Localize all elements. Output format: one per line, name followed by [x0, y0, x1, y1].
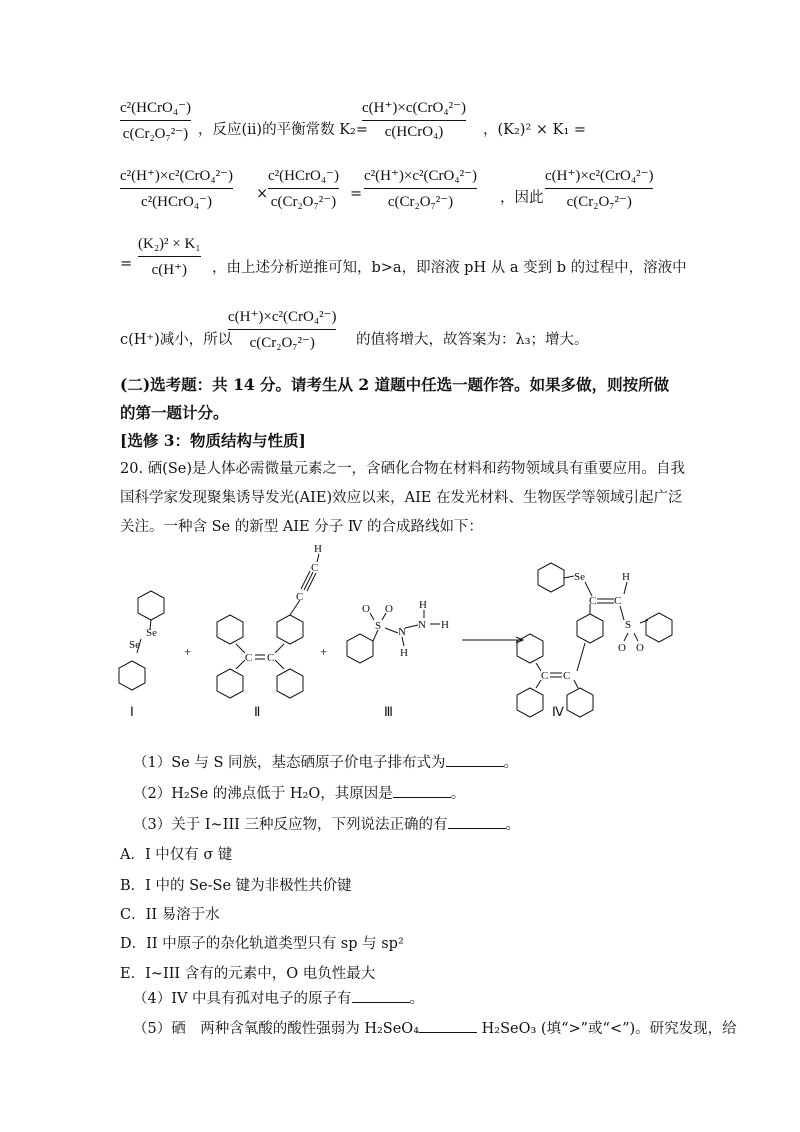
atom-o: O [362, 603, 370, 615]
fraction-1 [120, 98, 191, 143]
compound-label-2: Ⅱ [254, 704, 261, 719]
question-text: （1）Se 与 S 同族，基态硒原子价电子排布式为 [133, 755, 446, 771]
option-b: B．I 中的 Se-Se 键为非极性共价键 [120, 878, 352, 894]
atom-c: C [311, 562, 319, 574]
atom-c: C [563, 670, 571, 682]
problem-text: 关注。一种含 Se 的新型 AIE 分子 Ⅳ 的合成路线如下： [120, 519, 483, 535]
fraction-8 [228, 307, 336, 352]
numerator: (K₂)² × K₁ [138, 236, 201, 252]
numerator: c²(HCrO₄⁻) [120, 100, 191, 116]
atom-se: Se [146, 627, 157, 639]
atom-n: N [418, 619, 426, 631]
denominator: c(Cr₂O₇²⁻) [122, 126, 189, 142]
atom-h: H [419, 599, 427, 611]
atom-s: S [625, 619, 632, 631]
question-end: 。 [409, 991, 425, 1007]
atom-s: S [375, 620, 382, 632]
section-heading: 的第一题计分。 [120, 403, 229, 422]
fraction-4 [268, 166, 339, 211]
equation-text: ，由上述分析逆推可知，b>a，即溶液 pH 从 a 变到 b 的过程中，溶液中 [212, 260, 687, 276]
atom-o: O [618, 642, 626, 654]
atom-c: C [614, 595, 622, 607]
option-d: D．II 中原子的杂化轨道类型只有 sp 与 sp² [120, 936, 404, 952]
atom-c: C [296, 591, 304, 603]
equals-sign: = [120, 256, 133, 272]
question-text: （2）H₂Se 的沸点低于 H₂O，其原因是 [133, 786, 393, 802]
atom-n: N [398, 626, 406, 638]
denominator: c(Cr₂O₇²⁻) [566, 194, 632, 210]
atom-c: C [589, 595, 597, 607]
denominator: c(H⁺) [151, 262, 187, 278]
fraction-5 [364, 166, 477, 211]
denominator: c(Cr₂O₇²⁻) [270, 194, 337, 210]
option-a: A．I 中仅有 σ 键 [120, 847, 233, 863]
question-5 [133, 1017, 737, 1038]
plus-sign: + [320, 644, 328, 659]
equation-text: c(H⁺)减小，所以 [120, 332, 233, 348]
numerator: c²(H⁺)×c²(CrO₄²⁻) [120, 168, 233, 184]
denominator: c(HCrO₄) [384, 124, 444, 140]
atom-c: C [267, 652, 275, 664]
atom-h: H [314, 543, 322, 555]
atom-se: Se [129, 639, 140, 651]
equals-sign: = [350, 186, 363, 202]
atom-c: C [541, 670, 549, 682]
question-text: （4）IV 中具有孤对电子的原子有 [133, 991, 352, 1007]
atom-h: H [622, 571, 630, 583]
elective-title: [选修 3：物质结构与性质] [120, 431, 306, 450]
question-text: H₂SeO₃ (填“>”或“<”)。研究发现，给 [477, 1021, 737, 1037]
answer-blank [352, 990, 410, 1003]
atom-o: O [636, 642, 644, 654]
atom-h: H [441, 619, 449, 631]
answer-blank [419, 1020, 477, 1033]
numerator: c(H⁺)×c(CrO₄²⁻) [362, 100, 466, 116]
answer-blank [446, 754, 504, 767]
synthesis-scheme [0, 538, 800, 738]
atom-c: C [245, 652, 253, 664]
question-3 [133, 813, 520, 834]
compound-1 [119, 591, 164, 690]
question-end: 。 [450, 786, 466, 802]
question-text: （5）硒 两种含氧酸的酸性强弱为 H₂SeO₄ [133, 1021, 420, 1037]
equation-text: 的值将增大，故答案为：λ₃；增大。 [356, 332, 589, 348]
plus-sign: + [184, 644, 192, 659]
atom-o: O [385, 603, 393, 615]
section-heading: (二)选考题：共 14 分。请考生从 2 道题中任选一题作答。如果多做，则按所做 [120, 375, 670, 394]
times-sign: × [256, 186, 269, 202]
compound-2 [217, 554, 319, 698]
denominator: c(Cr₂O₇²⁻) [387, 194, 454, 210]
question-end: 。 [505, 817, 521, 833]
numerator: c(H⁺)×c²(CrO₄²⁻) [545, 168, 654, 184]
problem-text: 国科学家发现聚集诱导发光(AIE)效应以来，AIE 在发光材料、生物医学等领域引起广泛 [120, 490, 683, 506]
question-4 [133, 987, 424, 1008]
option-e: E．I~III 含有的元素中，O 电负性最大 [120, 966, 376, 982]
fraction-2 [362, 98, 466, 141]
denominator: c(Cr₂O₇²⁻) [249, 335, 315, 351]
denominator: c²(HCrO₄⁻) [141, 194, 212, 210]
numerator: c²(H⁺)×c²(CrO₄²⁻) [364, 168, 477, 184]
problem-text: 20. 硒(Se)是人体必需微量元素之一，含硒化合物在材料和药物领域具有重要应用。自我 [120, 461, 685, 477]
atom-se: Se [574, 571, 585, 583]
question-1 [133, 751, 518, 772]
question-end: 。 [503, 755, 518, 771]
fraction-3 [120, 166, 233, 211]
answer-blank [393, 785, 451, 798]
question-2 [133, 782, 465, 803]
atom-h: H [400, 647, 408, 659]
equation-text: ，(K₂)² × K₁ = [483, 122, 587, 138]
option-c: C．II 易溶于水 [120, 907, 220, 923]
compound-label-1: Ⅰ [130, 704, 134, 719]
answer-blank [448, 816, 506, 829]
compound-3 [347, 610, 440, 663]
fraction-6 [545, 166, 653, 211]
numerator: c²(HCrO₄⁻) [268, 168, 339, 184]
equation-text: ，反应(ii)的平衡常数 K₂= [198, 122, 368, 138]
equation-text: ，因此 [500, 190, 544, 206]
question-text: （3）关于 I~III 三种反应物，下列说法正确的有 [133, 817, 448, 833]
compound-label-3: Ⅲ [384, 704, 393, 719]
compound-label-4: Ⅳ [552, 704, 564, 719]
compound-4 [517, 563, 672, 717]
numerator: c(H⁺)×c²(CrO₄²⁻) [228, 309, 337, 325]
fraction-7 [138, 236, 201, 279]
